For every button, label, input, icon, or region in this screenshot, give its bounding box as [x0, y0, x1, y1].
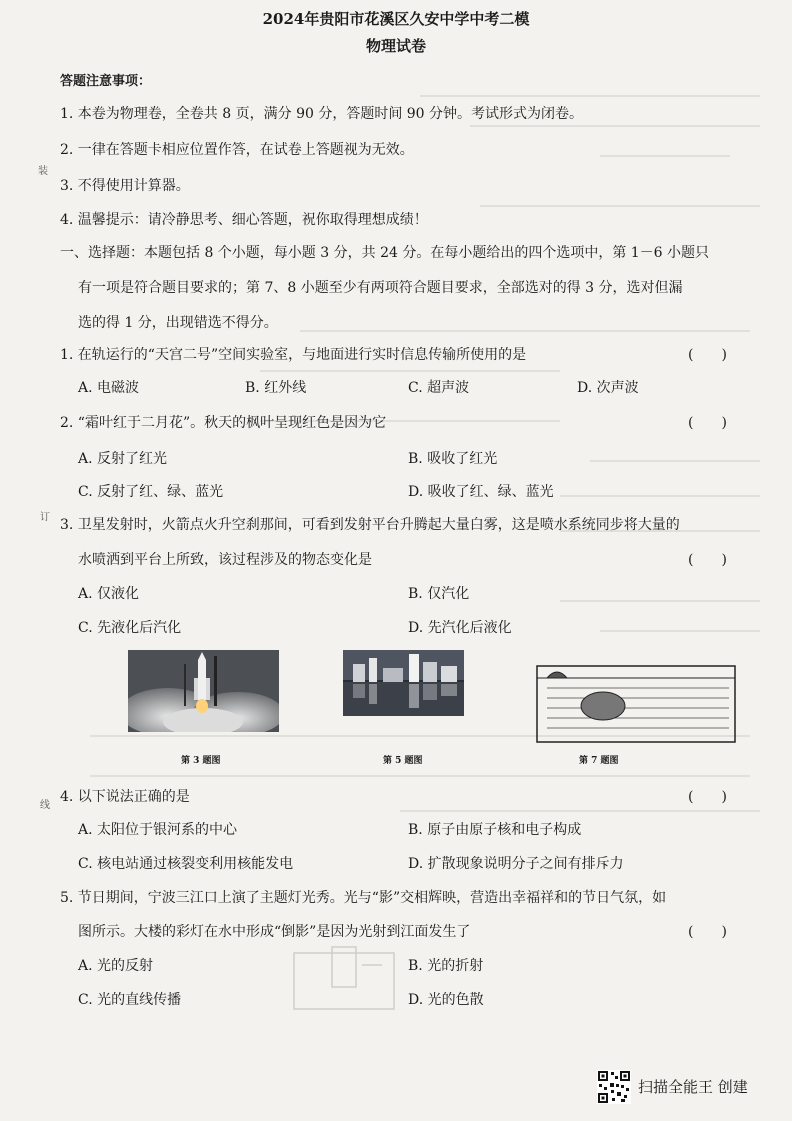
- notes-heading: 答题注意事项：: [60, 74, 152, 89]
- qr-code-icon: [597, 1070, 631, 1104]
- option-d: D. 光的色散: [408, 992, 484, 1008]
- option-c: C. 光的直线传播: [78, 992, 182, 1008]
- section-instructions: 一、选择题：本题包括 8 个小题，每小题 3 分，共 24 分。在每小题给出的四个选项中，第 1－6 小题只: [60, 245, 710, 261]
- question-stem: 图所示。大楼的彩灯在水中形成“倒影”是因为光射到江面发生了: [78, 924, 471, 940]
- floating-objects-illustration: [533, 662, 743, 744]
- city-reflection-illustration: [343, 650, 464, 716]
- answer-paren: ( ): [688, 552, 727, 568]
- note-item: 1. 本卷为物理卷，全卷共 8 页，满分 90 分，答题时间 90 分钟。考试形式为闭卷。: [60, 106, 584, 122]
- option-c: C. 反射了红、绿、蓝光: [78, 484, 224, 500]
- exam-subtitle: 物理试卷: [365, 37, 426, 55]
- margin-mark: 线: [40, 800, 50, 811]
- option-b: B. 仅汽化: [408, 586, 470, 602]
- option-b: B. 光的折射: [408, 958, 484, 974]
- note-item: 4. 温馨提示：请冷静思考、细心答题，祝你取得理想成绩！: [60, 212, 428, 228]
- option-b: B. 红外线: [245, 380, 307, 396]
- answer-paren: ( ): [688, 347, 727, 363]
- option-d: D. 次声波: [577, 380, 639, 396]
- option-d: D. 扩散现象说明分子之间有排斥力: [408, 856, 624, 872]
- option-a: A. 仅液化: [78, 586, 140, 602]
- option-c: C. 先液化后汽化: [78, 620, 182, 636]
- option-a: A. 太阳位于银河系的中心: [78, 822, 238, 838]
- rocket-launch-photo: [128, 650, 279, 732]
- option-a: A. 电磁波: [78, 380, 140, 396]
- figure-caption: 第 7 题图: [579, 756, 619, 766]
- option-c: C. 核电站通过核裂变利用核能发电: [78, 856, 294, 872]
- option-c: C. 超声波: [408, 380, 470, 396]
- night-city-lights-photo: [343, 650, 464, 716]
- option-b: B. 原子由原子核和电子构成: [408, 822, 582, 838]
- note-item: 2. 一律在答题卡相应位置作答，在试卷上答题视为无效。: [60, 142, 414, 158]
- question-stem: 5. 节日期间，宁波三江口上演了主题灯光秀。光与“影”交相辉映，营造出幸福祥和的节日气氛，如: [60, 890, 667, 906]
- answer-paren: ( ): [688, 415, 727, 431]
- figure-caption: 第 3 题图: [181, 756, 221, 766]
- water-tank-diagram: [533, 662, 743, 744]
- option-b: B. 吸收了红光: [408, 451, 498, 467]
- question-stem: 水喷洒到平台上所致，该过程涉及的物态变化是: [78, 552, 372, 568]
- question-stem: 4. 以下说法正确的是: [60, 789, 190, 805]
- margin-mark: 订: [40, 512, 50, 523]
- question-stem: 2. “霜叶红于二月花”。秋天的枫叶呈现红色是因为它: [60, 415, 387, 431]
- option-a: A. 光的反射: [78, 958, 154, 974]
- option-d: D. 先汽化后液化: [408, 620, 512, 636]
- option-a: A. 反射了红光: [78, 451, 168, 467]
- question-stem: 3. 卫星发射时，火箭点火升空刹那间，可看到发射平台升腾起大量白雾，这是喷水系统同步将大量的: [60, 517, 680, 533]
- section-instructions: 有一项是符合题目要求的；第 7、8 小题至少有两项符合题目要求，全部选对的得 3 分，选对但漏: [78, 280, 683, 296]
- answer-paren: ( ): [688, 789, 727, 805]
- exam-title: 2024年贵阳市花溪区久安中学中考二模: [262, 10, 530, 28]
- scanner-watermark: 扫描全能王 创建: [638, 1078, 748, 1096]
- margin-mark: 装: [38, 166, 48, 177]
- answer-paren: ( ): [688, 924, 727, 940]
- option-d: D. 吸收了红、绿、蓝光: [408, 484, 554, 500]
- question-stem: 1. 在轨运行的“天宫二号”空间实验室，与地面进行实时信息传输所使用的是: [60, 347, 527, 363]
- bleed-circuit-icon: [292, 945, 402, 1015]
- rocket-launch-illustration: [128, 650, 279, 732]
- section-instructions: 选的得 1 分，出现错选不得分。: [78, 315, 278, 331]
- figure-caption: 第 5 题图: [383, 756, 423, 766]
- note-item: 3. 不得使用计算器。: [60, 178, 190, 194]
